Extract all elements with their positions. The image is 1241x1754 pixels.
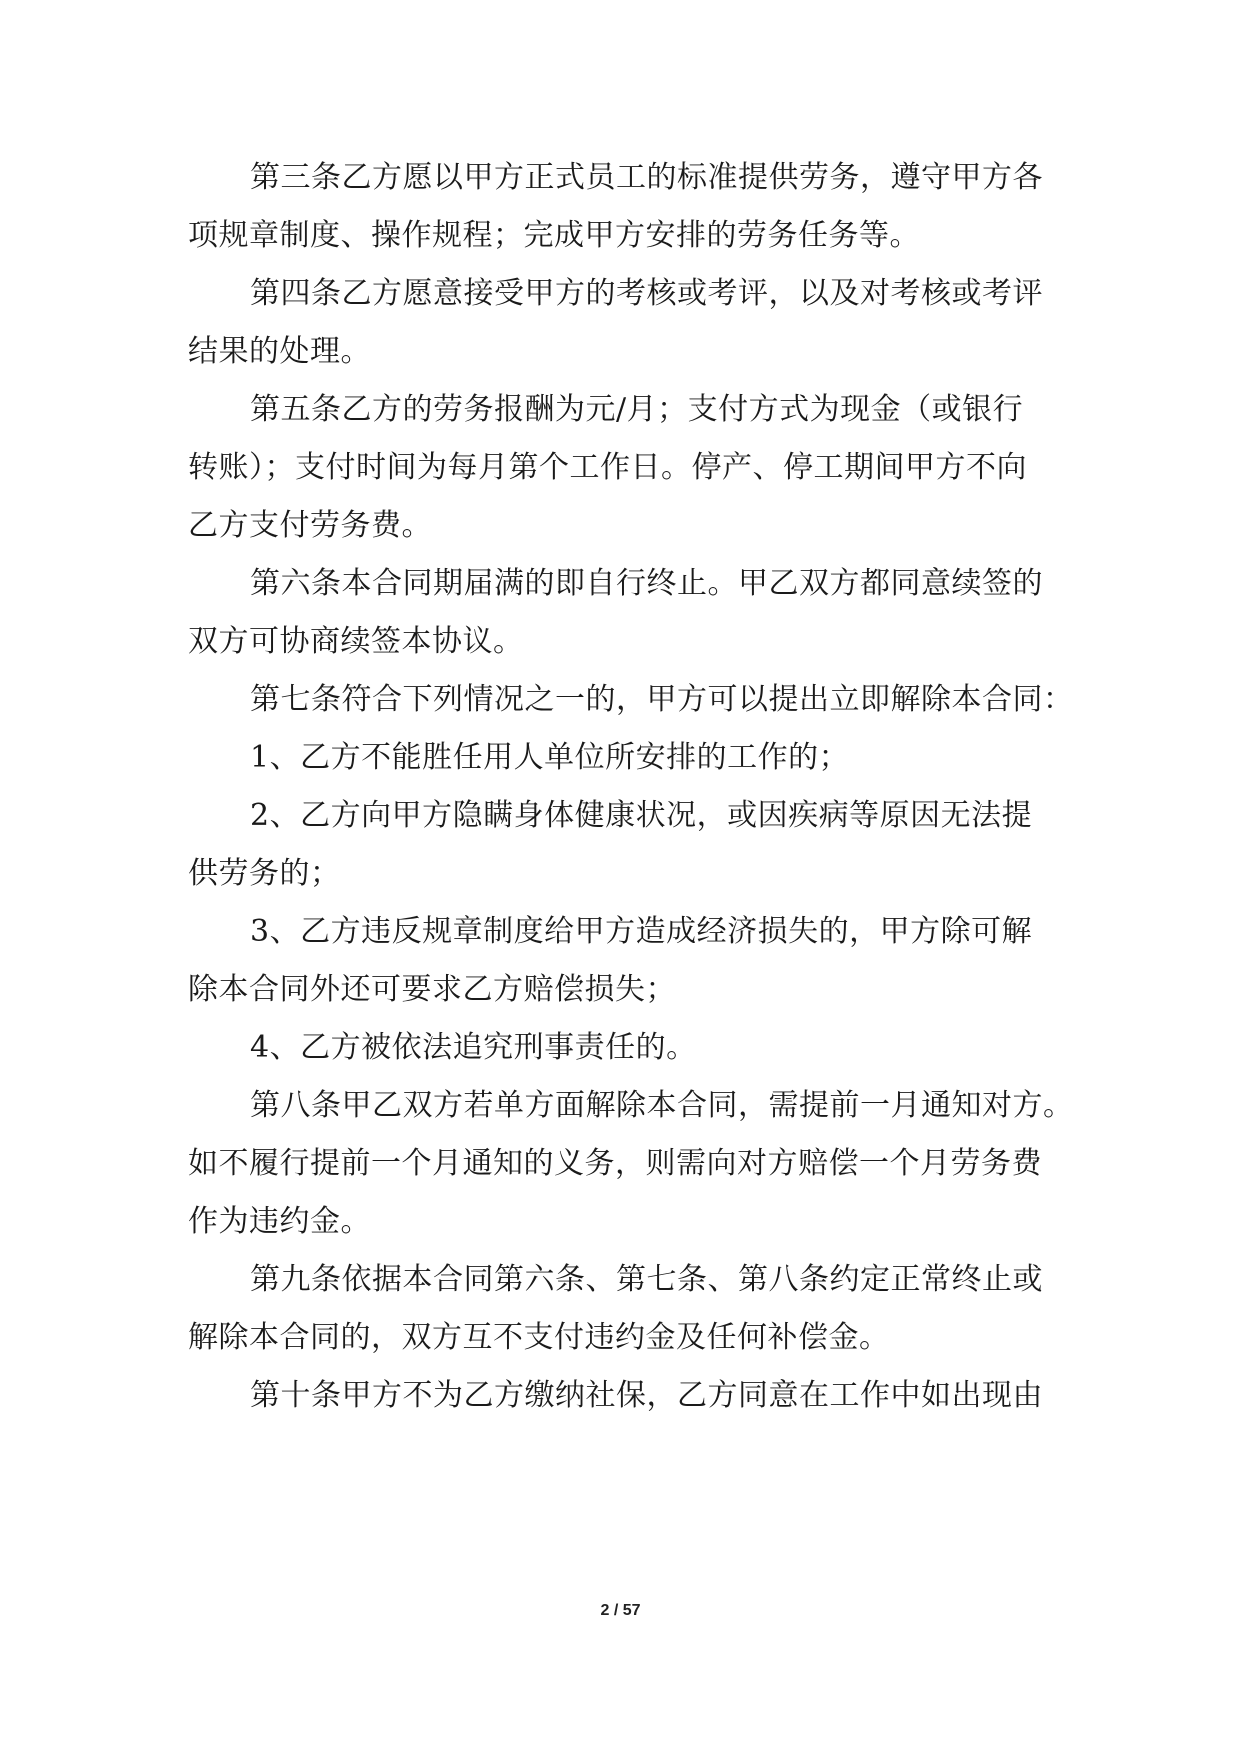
list-item: 4、乙方被依法追究刑事责任的。 <box>250 1030 697 1065</box>
text-line: 第十条甲方不为乙方缴纳社保，乙方同意在工作中如出现由 <box>250 1378 1043 1413</box>
text-line: 乙方支付劳务费。 <box>188 508 432 543</box>
text-line: 供劳务的； <box>188 856 341 891</box>
text-line: 如不履行提前一个月通知的义务，则需向对方赔偿一个月劳务费 <box>188 1146 1042 1181</box>
text-line: 双方可协商续签本协议。 <box>188 624 524 659</box>
list-item: 3、乙方违反规章制度给甲方造成经济损失的，甲方除可解 <box>250 914 1033 949</box>
text-line: 第四条乙方愿意接受甲方的考核或考评，以及对考核或考评 <box>250 276 1043 311</box>
text-line: 第七条符合下列情况之一的，甲方可以提出立即解除本合同： <box>250 682 1074 717</box>
text-line: 第九条依据本合同第六条、第七条、第八条约定正常终止或 <box>250 1262 1043 1297</box>
text-line: 第六条本合同期届满的即自行终止。甲乙双方都同意续签的 <box>250 566 1043 601</box>
list-item: 1、乙方不能胜任用人单位所安排的工作的； <box>250 740 850 775</box>
text-line: 除本合同外还可要求乙方赔偿损失； <box>188 972 676 1007</box>
text-line: 解除本合同的，双方互不支付违约金及任何补偿金。 <box>188 1320 890 1355</box>
text-line: 作为违约金。 <box>188 1204 371 1239</box>
text-line: 结果的处理。 <box>188 334 371 369</box>
list-item: 2、乙方向甲方隐瞒身体健康状况，或因疾病等原因无法提 <box>250 798 1033 833</box>
text-line: 第三条乙方愿以甲方正式员工的标准提供劳务，遵守甲方各 <box>250 160 1043 195</box>
text-line: 第五条乙方的劳务报酬为元/月；支付方式为现金（或银行 <box>250 392 1024 427</box>
text-line: 项规章制度、操作规程；完成甲方安排的劳务任务等。 <box>188 218 920 253</box>
text-line: 转账）；支付时间为每月第个工作日。停产、停工期间甲方不向 <box>188 450 1027 485</box>
text-line: 第八条甲乙双方若单方面解除本合同，需提前一月通知对方。 <box>250 1088 1074 1123</box>
page-number: 2 / 57 <box>600 1602 641 1619</box>
